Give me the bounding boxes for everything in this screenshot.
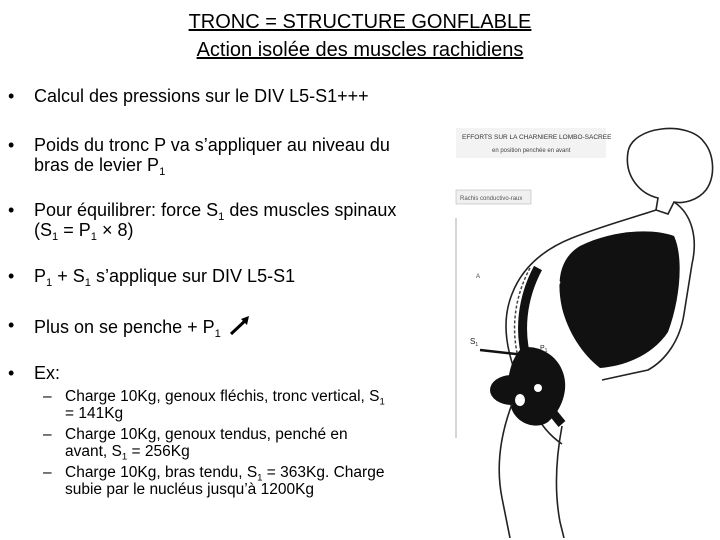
leg-back: [499, 404, 512, 538]
force-label-s1: $S_1$: [470, 337, 479, 348]
figure-label-a: A: [476, 274, 481, 280]
title-line-1: TRONC = STRUCTURE GONFLABLE: [188, 11, 532, 33]
force-label-p1: $P_1$: [540, 345, 548, 354]
bullet-text: Plus on se penche + $P_1$: [34, 315, 454, 337]
lumbosacral-figure: [452, 118, 720, 538]
title-line-2: Action isolée des muscles rachidiens: [196, 39, 524, 61]
increase-arrow-icon: [228, 315, 252, 337]
bullet-dot: •: [8, 200, 15, 220]
bullet-text: Pour équilibrer: force $S_1$ des muscles spinaux $(S_1 = P_1 \times 8)$: [34, 200, 397, 243]
figure-label-box: [456, 190, 531, 204]
bullet-text: Ex:: [34, 363, 61, 383]
bullet-text: $P_1 + S_1$ s’applique sur DIV L5-S1: [34, 266, 296, 289]
bullet-dot: •: [8, 266, 15, 286]
bullet-text: Poids du tronc P va s’appliquer au niveau du bras de levier $P_1$: [34, 135, 390, 178]
figure-header-line1: EFFORTS SUR LA CHARNIERE LOMBO-SACREE: [462, 134, 612, 141]
head-outline: [627, 129, 712, 214]
bullet-dot: •: [8, 86, 15, 106]
bullet-dot: •: [8, 315, 15, 335]
slide-title: [0, 8, 720, 64]
bullet-text: Calcul des pressions sur le DIV L5-S1+++: [34, 86, 369, 106]
figure-header: [456, 128, 612, 158]
chest-mass: [559, 231, 679, 368]
hip-joint: [490, 375, 534, 405]
figure-header-line2: en position penchée en avant: [492, 148, 571, 154]
svg-text:Rachis conductivo-raux: Rachis conductivo-raux: [460, 196, 523, 202]
bullet-dot: •: [8, 363, 15, 383]
force-label-p: P: [556, 281, 561, 288]
bullet-dot: •: [8, 135, 15, 155]
